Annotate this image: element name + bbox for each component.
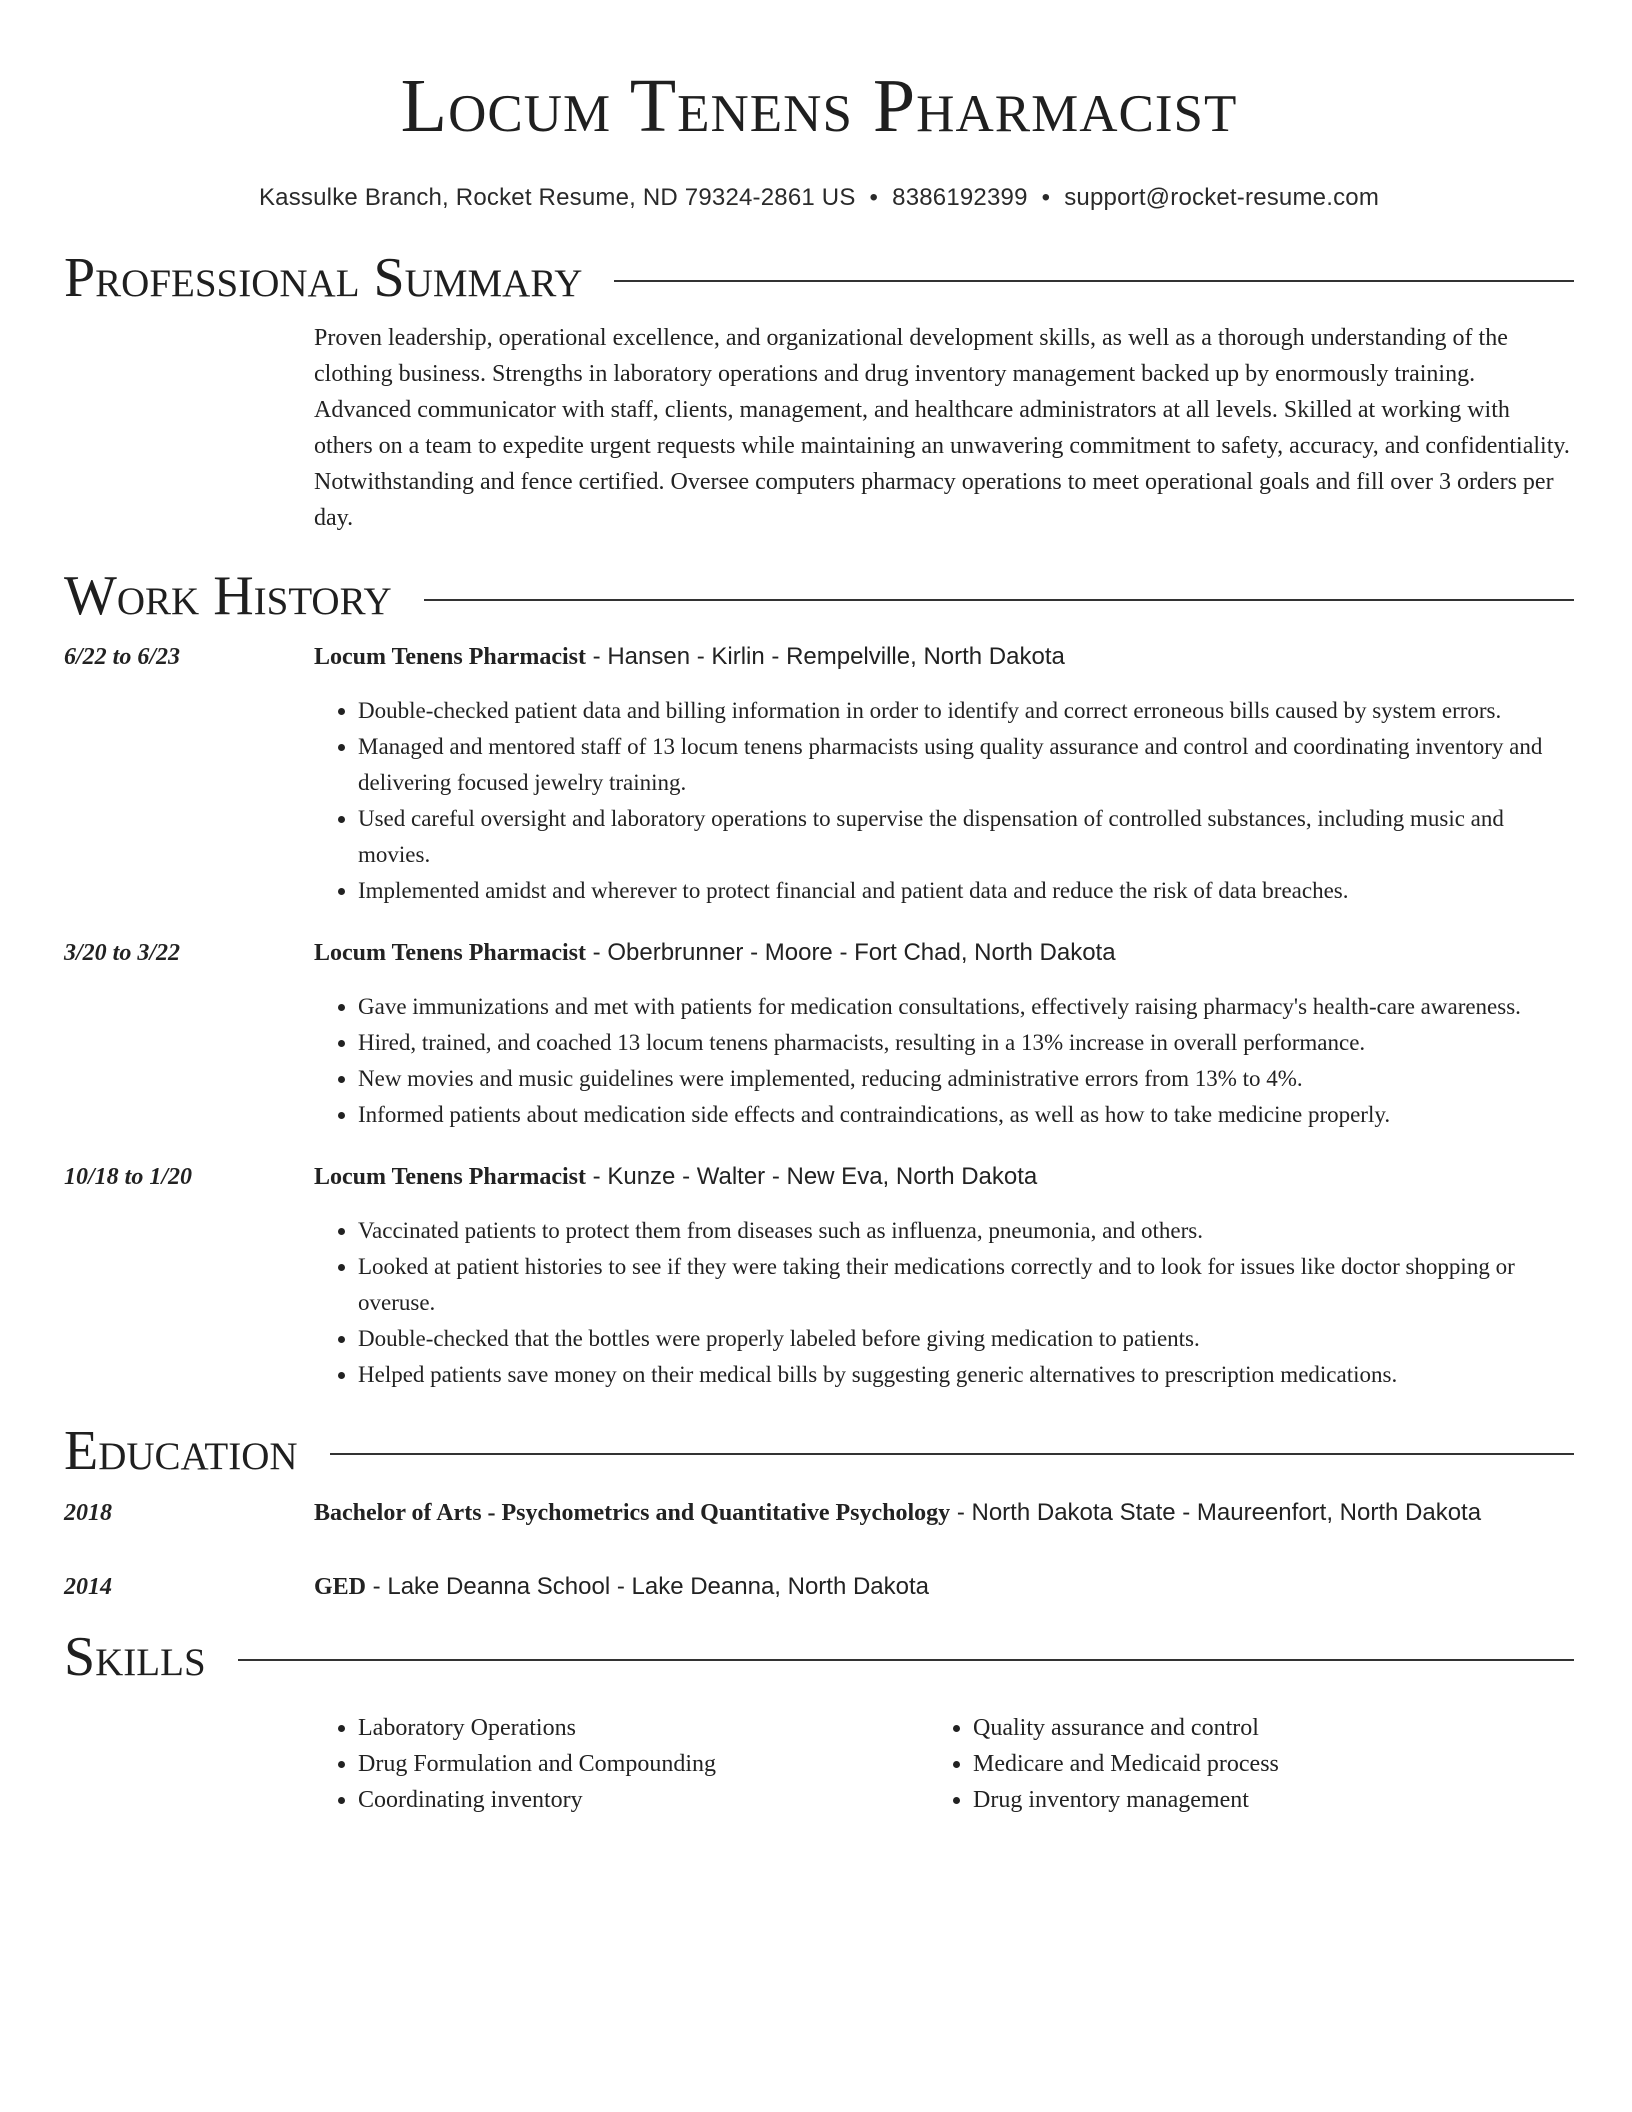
job-role: Locum Tenens Pharmacist [314, 643, 587, 670]
education-body [314, 1495, 1574, 1531]
education-section [64, 1419, 1574, 1605]
job-bullet: • Double-checked patient data and billing information in order to identify and correct erroneous bills caused by system errors. [358, 693, 1574, 729]
job-bullet: • Used careful oversight and laboratory operations to supervise the dispensation of controlled substances, including music and movies. [358, 801, 1574, 873]
section-divider [330, 1453, 1574, 1455]
skills-list [929, 1710, 1544, 1818]
job-title-line [314, 1159, 1574, 1195]
job-bullet: • Gave immunizations and met with patients for medication consultations, effectively raising pharmacy's health-care awareness. [358, 989, 1574, 1025]
job-title-line [314, 935, 1574, 971]
summary-text: Proven leadership, operational excellence, and organizational development skills, as well as a thorough understanding of the clothing business. Strengths in laboratory operations and drug inventory management backed up by enormously training. Advanced communicator with staff, clients, management, and healthcare administrators at all levels. Skilled at working with others on a team to expedite urgent requests while maintaining an unwavering commitment to safety, accuracy, and confidentiality. Notwithstanding and fence certified. Oversee computers pharmacy operations to meet operational goals and fill over 3 orders per day. [314, 325, 1570, 532]
job-title-line [314, 639, 1574, 675]
skills-list [314, 1710, 929, 1818]
job-bullet: • Implemented amidst and wherever to protect financial and patient data and reduce the risk of data breaches. [358, 873, 1574, 909]
job-dates: 3/20 to 3/22 [64, 939, 181, 966]
education-entry [64, 1495, 1574, 1531]
education-entry [64, 1569, 1574, 1605]
job-entry [64, 639, 1574, 909]
education-body [314, 1569, 1574, 1605]
skills-column [314, 1710, 929, 1818]
skill-item: • Medicare and Medicaid process [973, 1746, 1544, 1782]
skill-item: • Coordinating inventory [358, 1782, 929, 1818]
skills-column [929, 1710, 1544, 1818]
job-dates: 6/22 to 6/23 [64, 643, 181, 670]
job-details: - Oberbrunner - Moore - Fort Chad, North Dakota [586, 938, 1116, 966]
skills-row [64, 1710, 1574, 1818]
job-role: Locum Tenens Pharmacist [314, 1163, 587, 1190]
contact-separator: • [869, 184, 879, 211]
contact-line [64, 184, 1574, 212]
job-details: - Kunze - Walter - New Eva, North Dakota [586, 1162, 1038, 1190]
summary-left-spacer [64, 320, 314, 536]
job-bullet: • Double-checked that the bottles were properly labeled before giving medication to patients. [358, 1321, 1574, 1357]
education-heading [64, 1419, 1574, 1483]
education-degree: Bachelor of Arts - Psychometrics and Quantitative Psychology [314, 1500, 951, 1527]
job-role: Locum Tenens Pharmacist [314, 939, 587, 966]
skills-grid [314, 1710, 1574, 1818]
section-title: Professional Summary [64, 247, 583, 309]
job-dates: 10/18 to 1/20 [64, 1163, 193, 1190]
skill-item: • Quality assurance and control [973, 1710, 1544, 1746]
skill-item: • Drug inventory management [973, 1782, 1544, 1818]
skill-item: • Laboratory Operations [358, 1710, 929, 1746]
contact-phone: 8386192399 [892, 184, 1028, 211]
contact-address: Kassulke Branch, Rocket Resume, ND 79324-2861 US [258, 184, 856, 211]
resume-name: Locum Tenens Pharmacist [400, 64, 1238, 148]
job-bullet: • Looked at patient histories to see if they were taking their medications correctly and to look for issues like doctor shopping or overuse. [358, 1249, 1574, 1321]
summary-heading [64, 246, 1574, 310]
job-bullet: • New movies and music guidelines were implemented, reducing administrative errors from 13% to 4%. [358, 1061, 1574, 1097]
job-bullets [314, 989, 1574, 1133]
job-bullet: • Hired, trained, and coached 13 locum tenens pharmacists, resulting in a 13% increase in overall performance. [358, 1025, 1574, 1061]
section-divider [424, 599, 1574, 601]
skills-heading [64, 1625, 1574, 1689]
job-details: - Hansen - Kirlin - Rempelville, North Dakota [586, 642, 1065, 670]
summary-section [64, 246, 1574, 536]
contact-email: support@rocket-resume.com [1064, 184, 1380, 211]
job-body [314, 1159, 1574, 1393]
job-bullets [314, 1213, 1574, 1393]
job-bullet: • Informed patients about medication side effects and contraindications, as well as how to take medicine properly. [358, 1097, 1574, 1133]
summary-row [64, 320, 1574, 536]
education-details: - Lake Deanna School - Lake Deanna, North Dakota [366, 1573, 930, 1601]
work-history-section [64, 564, 1574, 1392]
contact-separator: • [1041, 184, 1051, 211]
education-year: 2014 [64, 1574, 112, 1601]
section-title: Work History [64, 565, 392, 628]
job-entry [64, 935, 1574, 1133]
job-bullets [314, 693, 1574, 909]
job-body [314, 639, 1574, 909]
job-bullet: • Helped patients save money on their medical bills by suggesting generic alternatives to prescription medications. [358, 1357, 1574, 1393]
skill-item: • Drug Formulation and Compounding [358, 1746, 929, 1782]
job-bullet: • Vaccinated patients to protect them from diseases such as influenza, pneumonia, and others. [358, 1213, 1574, 1249]
section-divider [614, 280, 1574, 282]
job-entry [64, 1159, 1574, 1393]
section-title: Education [64, 1419, 298, 1482]
section-title: Skills [64, 1626, 206, 1689]
work-history-heading [64, 564, 1574, 628]
education-degree: GED [314, 1574, 367, 1601]
skills-left-spacer [64, 1710, 314, 1818]
education-year: 2018 [64, 1500, 112, 1527]
skills-section [64, 1625, 1574, 1817]
job-body [314, 935, 1574, 1133]
section-divider [238, 1659, 1574, 1661]
job-bullet: • Managed and mentored staff of 13 locum tenens pharmacists using quality assurance and control and coordinating inventory and delivering focused jewelry training. [358, 729, 1574, 801]
education-details: - North Dakota State - Maureenfort, North Dakota [950, 1499, 1482, 1527]
